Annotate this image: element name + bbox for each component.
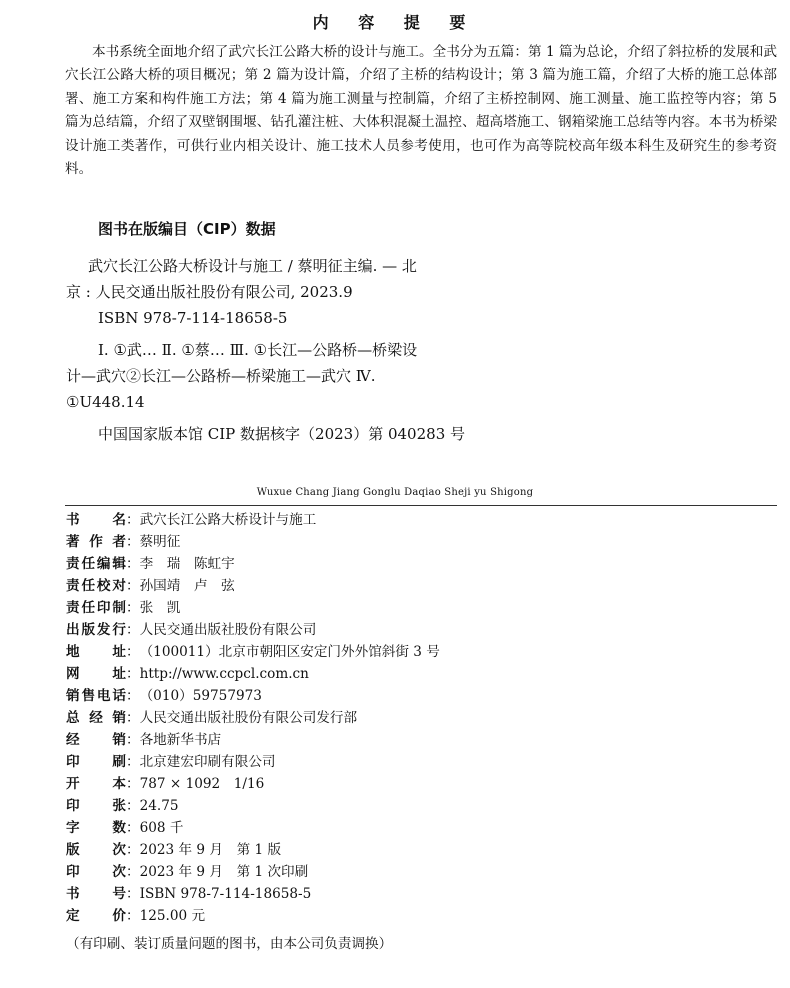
row-value: 张 凯 [139, 600, 181, 616]
row-value: 孙国靖 卢 弦 [139, 578, 235, 594]
row-label: 定 价 [66, 908, 126, 924]
colophon-row-sales-phone: 销售电话：（010）59757973 [66, 688, 262, 704]
colophon-row-website: 网 址：http://www.ccpcl.com.cn [66, 666, 309, 682]
colophon-row-print-supervisor: 责任印制：张 凯 [66, 600, 181, 616]
colophon-row-printing: 印 次：2023 年 9 月 第 1 次印刷 [66, 864, 309, 880]
cip-heading: 图书在版编目（CIP）数据 [98, 220, 276, 238]
row-label: 出版发行 [66, 622, 126, 638]
row-label: 经 销 [66, 732, 126, 748]
colophon-row-sheets: 印 张：24.75 [66, 798, 179, 814]
row-value: 24.75 [139, 798, 179, 814]
row-label: 字 数 [66, 820, 126, 836]
colophon-row-title: 书 名：武穴长江公路大桥设计与施工 [66, 512, 317, 528]
summary-body: 本书系统全面地介绍了武穴长江公路大桥的设计与施工。全书分为五篇：第 1 篇为总论，介绍了斜拉桥的发展和武穴长江公路大桥的项目概况；第 2 篇为设计篇，介绍了主桥的结构设计；第 3 篇为施工篇，介绍了大桥的施工总体部署、施工方案和构件施工方法；第 4 篇为施工测量与控制篇，介绍了主桥控制网、施工测量、施工监控等内容；第 5 篇为总结篇，介绍了双壁钢围堰、钻孔灌注桩、大体积混凝土温控、超高塔施工、钢箱梁施工总结等内容。本书为桥梁设计施工类著作，可供行业内相关设计、施工技术人员参考使用，也可作为高等院校高年级本科生及研究生的参考资料。 [65, 44, 777, 178]
row-label: 销售电话 [66, 688, 126, 704]
row-label: 责任印制 [66, 600, 126, 616]
colophon-row-author: 著 作 者：蔡明征 [66, 534, 181, 550]
row-label: 书 号 [66, 886, 126, 902]
row-value: 蔡明征 [139, 534, 181, 550]
row-value: 2023 年 9 月 第 1 次印刷 [139, 864, 309, 880]
row-value: 武穴长江公路大桥设计与施工 [139, 512, 317, 528]
colophon-row-word-count: 字 数：608 千 [66, 820, 184, 836]
colophon-row-retailer: 经 销：各地新华书店 [66, 732, 222, 748]
row-label: 印 张 [66, 798, 126, 814]
row-label: 总 经 销 [66, 710, 126, 726]
row-value: 人民交通出版社股份有限公司发行部 [139, 710, 358, 726]
row-value: 125.00 元 [139, 908, 206, 924]
colophon-row-proofreader: 责任校对：孙国靖 卢 弦 [66, 578, 235, 594]
cip-line-isbn: ISBN 978-7-114-18658-5 [98, 309, 288, 327]
row-value: ISBN 978-7-114-18658-5 [139, 886, 312, 902]
cip-line-record-number: 中国国家版本馆 CIP 数据核字（2023）第 040283 号 [98, 425, 466, 443]
row-value: 各地新华书店 [139, 732, 222, 748]
colophon-row-printer: 印 刷：北京建宏印刷有限公司 [66, 754, 276, 770]
colophon-row-isbn: 书 号：ISBN 978-7-114-18658-5 [66, 886, 312, 902]
row-label: 版 次 [66, 842, 126, 858]
row-value: 李 瑞 陈虹宇 [139, 556, 235, 572]
row-value: （010）59757973 [139, 688, 262, 704]
colophon-row-distributor: 总 经 销：人民交通出版社股份有限公司发行部 [66, 710, 358, 726]
row-label: 地 址 [66, 644, 126, 660]
summary-title: 内 容 提 要 [312, 13, 478, 32]
cip-line-publisher: 京 : 人民交通出版社股份有限公司, 2023.9 [66, 283, 353, 301]
cip-line-classification-3: ①U448.14 [66, 393, 145, 411]
cip-line-title: 武穴长江公路大桥设计与施工 / 蔡明征主编. — 北 [88, 257, 417, 275]
colophon-row-price: 定 价：125.00 元 [66, 908, 206, 924]
pinyin-title: Wuxue Chang Jiang Gonglu Daqiao Sheji yu Shigong [256, 487, 534, 498]
row-label: 著 作 者 [66, 534, 126, 550]
row-label: 印 刷 [66, 754, 126, 770]
row-value: 北京建宏印刷有限公司 [139, 754, 276, 770]
row-label: 网 址 [66, 666, 126, 682]
colophon-row-format: 开 本：787 × 1092 1/16 [66, 776, 265, 792]
divider [65, 505, 777, 506]
row-value: 人民交通出版社股份有限公司 [139, 622, 317, 638]
colophon-row-editor: 责任编辑：李 瑞 陈虹宇 [66, 556, 235, 572]
row-label: 责任编辑 [66, 556, 126, 572]
row-label: 书 名 [66, 512, 126, 528]
row-value: 2023 年 9 月 第 1 版 [139, 842, 282, 858]
colophon-row-edition: 版 次：2023 年 9 月 第 1 版 [66, 842, 282, 858]
row-label: 责任校对 [66, 578, 126, 594]
row-value: （100011）北京市朝阳区安定门外外馆斜街 3 号 [139, 644, 440, 660]
row-label: 印 次 [66, 864, 126, 880]
colophon-row-publisher: 出版发行：人民交通出版社股份有限公司 [66, 622, 317, 638]
colophon-row-address: 地 址：（100011）北京市朝阳区安定门外外馆斜街 3 号 [66, 644, 440, 660]
quality-notice: （有印刷、装订质量问题的图书，由本公司负责调换） [66, 936, 393, 952]
row-value: 608 千 [139, 820, 184, 836]
cip-line-classification-1: Ⅰ. ①武… Ⅱ. ①蔡… Ⅲ. ①长江—公路桥—桥梁设 [98, 341, 418, 359]
row-value: http://www.ccpcl.com.cn [139, 666, 309, 682]
cip-line-classification-2: 计—武穴②长江—公路桥—桥梁施工—武穴 Ⅳ. [66, 367, 376, 385]
row-value: 787 × 1092 1/16 [139, 776, 265, 792]
row-label: 开 本 [66, 776, 126, 792]
